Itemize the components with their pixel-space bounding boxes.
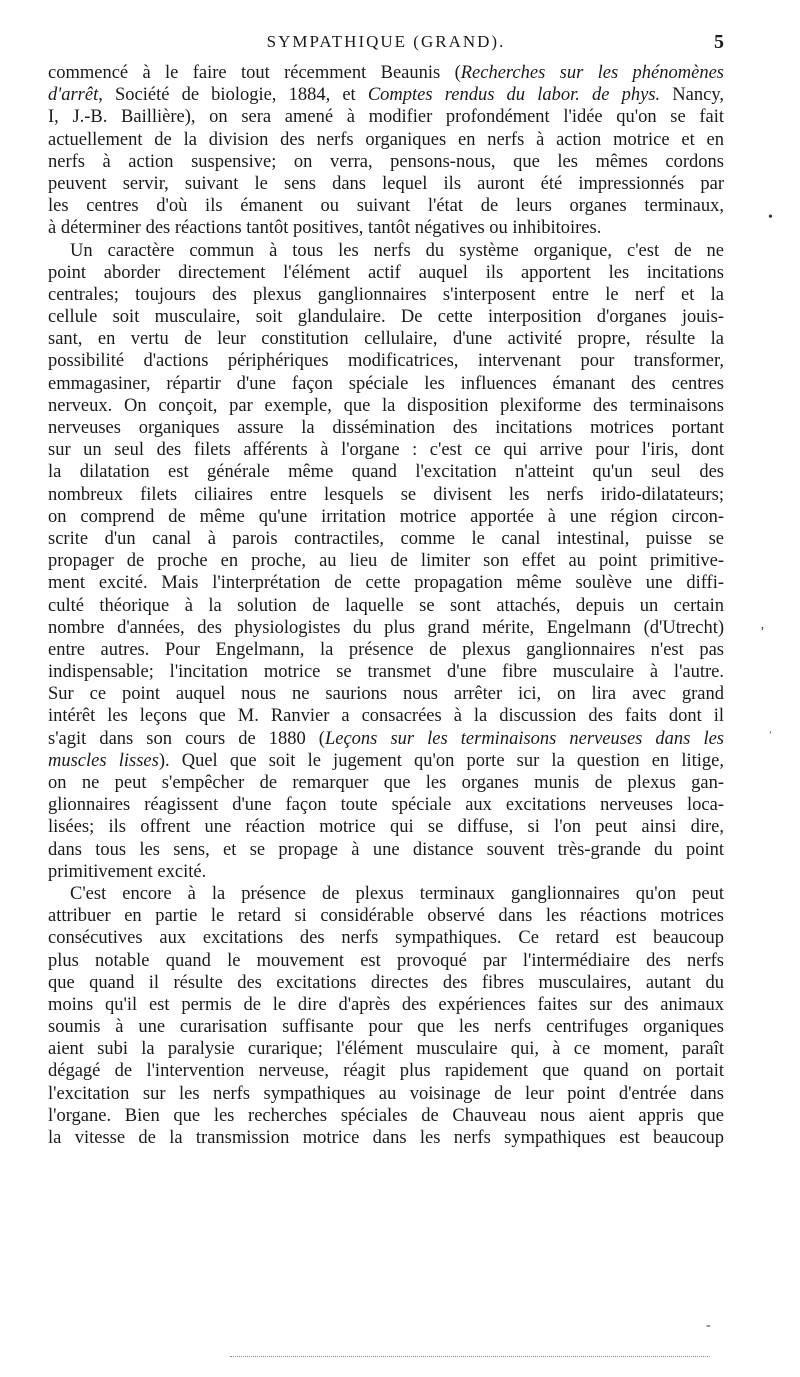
text-line: point aborder directement l'élément actif auquel ils apportent les incitations (48, 262, 724, 283)
text-line: sur un seul des filets afférents à l'organe : c'est ce qui arrive pour l'iris, dont (48, 440, 724, 461)
text-line: moins qu'il est permis de le dire d'après des expériences faites sur des animaux (48, 994, 724, 1015)
text-line: aient subi la paralysie curarique; l'élément musculaire qui, à ce moment, paraît (48, 1039, 724, 1060)
text-line: cellule soit musculaire, soit glandulaire. De cette interposition d'organes jouis- (48, 307, 724, 328)
text-line: plus notable quand le mouvement est provoqué par l'intermédiaire des nerfs (48, 950, 724, 971)
text-line: nerveuses organiques assure la dissémination des incitations motrices portant (48, 418, 724, 438)
text-line: l'excitation sur les nerfs sympathiques au voisinage de leur point d'entrée dans (48, 1083, 724, 1104)
text-line: Un caractère commun à tous les nerfs du système organique, c'est de ne (70, 240, 724, 261)
text-line: s'agit dans son cours de 1880 (Leçons sur les terminaisons nerveuses dans les (48, 728, 724, 749)
text-line: culté théorique à la solution de laquelle se sont attachés, depuis un certain (48, 595, 724, 616)
text-line: soumis à une curarisation suffisante pour que les nerfs centrifuges organiques (48, 1017, 724, 1038)
bottom-dotted-rule (230, 1356, 710, 1357)
text-line: l'organe. Bien que les recherches spéciales de Chauveau nous aient appris que (48, 1105, 724, 1126)
text-line: ment excité. Mais l'interprétation de cette propagation même soulève une diffi- (48, 573, 724, 594)
text-line: dégagé de l'intervention nerveuse, réagit plus rapidement que quand on portait (48, 1061, 724, 1082)
text-line: commencé à le faire tout récemment Beaunis (Recherches sur les phénomènes (48, 63, 724, 83)
margin-dot: - (706, 1318, 711, 1333)
margin-dot: ʼ (760, 625, 765, 640)
text-line: nombre d'années, des physiologistes du plus grand mérite, Engelmann (d'Utrecht) (48, 617, 724, 638)
text-line: propager de proche en proche, au lieu de limiter son effet au point primitive- (48, 551, 724, 572)
text-line: nerveux. On conçoit, par exemple, que la disposition plexiforme des terminaisons (48, 395, 724, 416)
body-text (48, 62, 724, 1149)
text-line: indispensable; l'incitation motrice se transmet d'une fibre musculaire à l'autre. (48, 662, 724, 683)
text-line: scrite d'un canal à parois contractiles, comme le canal intestinal, puisse se (48, 528, 724, 549)
text-line: nombreux filets ciliaires entre lesquels se divisent les nerfs irido-dilatateurs; (48, 484, 724, 505)
text-line: entre autres. Pour Engelmann, la présence de plexus ganglionnaires n'est pas (48, 639, 724, 660)
text-line: la dilatation est générale même quand l'excitation n'atteint qu'un seul des (48, 462, 724, 483)
text-line: muscles lisses). Quel que soit le jugement qu'on porte sur la question en litige, (48, 750, 724, 771)
text-line: glionnaires réagissent d'une façon toute spéciale aux excitations nerveuses loca- (48, 795, 724, 816)
text-line: dans tous les sens, et se propage à une distance souvent très-grande du point (48, 839, 724, 860)
margin-dot: • (768, 210, 773, 225)
margin-dot: ˈ (768, 730, 773, 745)
text-line: centrales; toujours des plexus ganglionnaires s'interposent entre le nerf et la (48, 284, 724, 305)
text-line: les centres d'où ils émanent ou suivant l'état de leurs organes terminaux, (48, 196, 724, 217)
running-head (48, 30, 724, 54)
text-line: possibilité d'actions périphériques modificatrices, intervenant pour transformer, (48, 351, 724, 372)
text-line: sant, en vertu de leur constitution cellulaire, d'une activité propre, résulte la (48, 329, 724, 350)
text-line: à déterminer des réactions tantôt positives, tantôt négatives ou inhibitoires. (48, 218, 602, 239)
text-line: consécutives aux excitations des nerfs sympathiques. Ce retard est beaucoup (48, 928, 724, 949)
text-line: on comprend de même qu'une irritation motrice apportée à une région circon- (48, 506, 724, 527)
text-line: intérêt les leçons que M. Ranvier a consacrées à la discussion des faits dont il (48, 706, 724, 727)
text-line: que quand il résulte des excitations directes des fibres musculaires, autant du (48, 972, 724, 993)
text-line: I, J.-B. Baillière), on sera amené à modifier profondément l'idée qu'on se fait (48, 107, 724, 128)
page-number: 5 (714, 31, 724, 53)
text-line: emmagasiner, répartir d'une façon spéciale les influences émanant des centres (48, 373, 724, 394)
text-line: nerfs à action suspensive; on verra, pensons-nous, que les mêmes cordons (48, 151, 724, 172)
text-line: la vitesse de la transmission motrice dans les nerfs sympathiques est beaucoup (48, 1128, 724, 1148)
text-line: peuvent servir, suivant le sens dans lequel ils auront été impressionnés par (48, 173, 724, 194)
text-line: actuellement de la division des nerfs organiques en nerfs à action motrice et en (48, 129, 724, 150)
text-line: attribuer en partie le retard si considérable observé dans les réactions motrices (48, 906, 724, 927)
text-line: lisées; ils offrent une réaction motrice qui se diffuse, si l'on peut ainsi dire, (48, 817, 724, 838)
text-line: Sur ce point auquel nous ne saurions nous arrêter ici, on lira avec grand (48, 684, 724, 705)
running-title: SYMPATHIQUE (GRAND). (266, 32, 506, 51)
text-line: primitivement excité. (48, 861, 207, 882)
text-line: on ne peut s'empêcher de remarquer que les organes munis de plexus gan- (48, 773, 724, 793)
text-line: d'arrêt, Société de biologie, 1884, et Comptes rendus du labor. de phys. Nancy, (48, 85, 724, 106)
text-line: C'est encore à la présence de plexus terminaux ganglionnaires qu'on peut (70, 883, 724, 904)
